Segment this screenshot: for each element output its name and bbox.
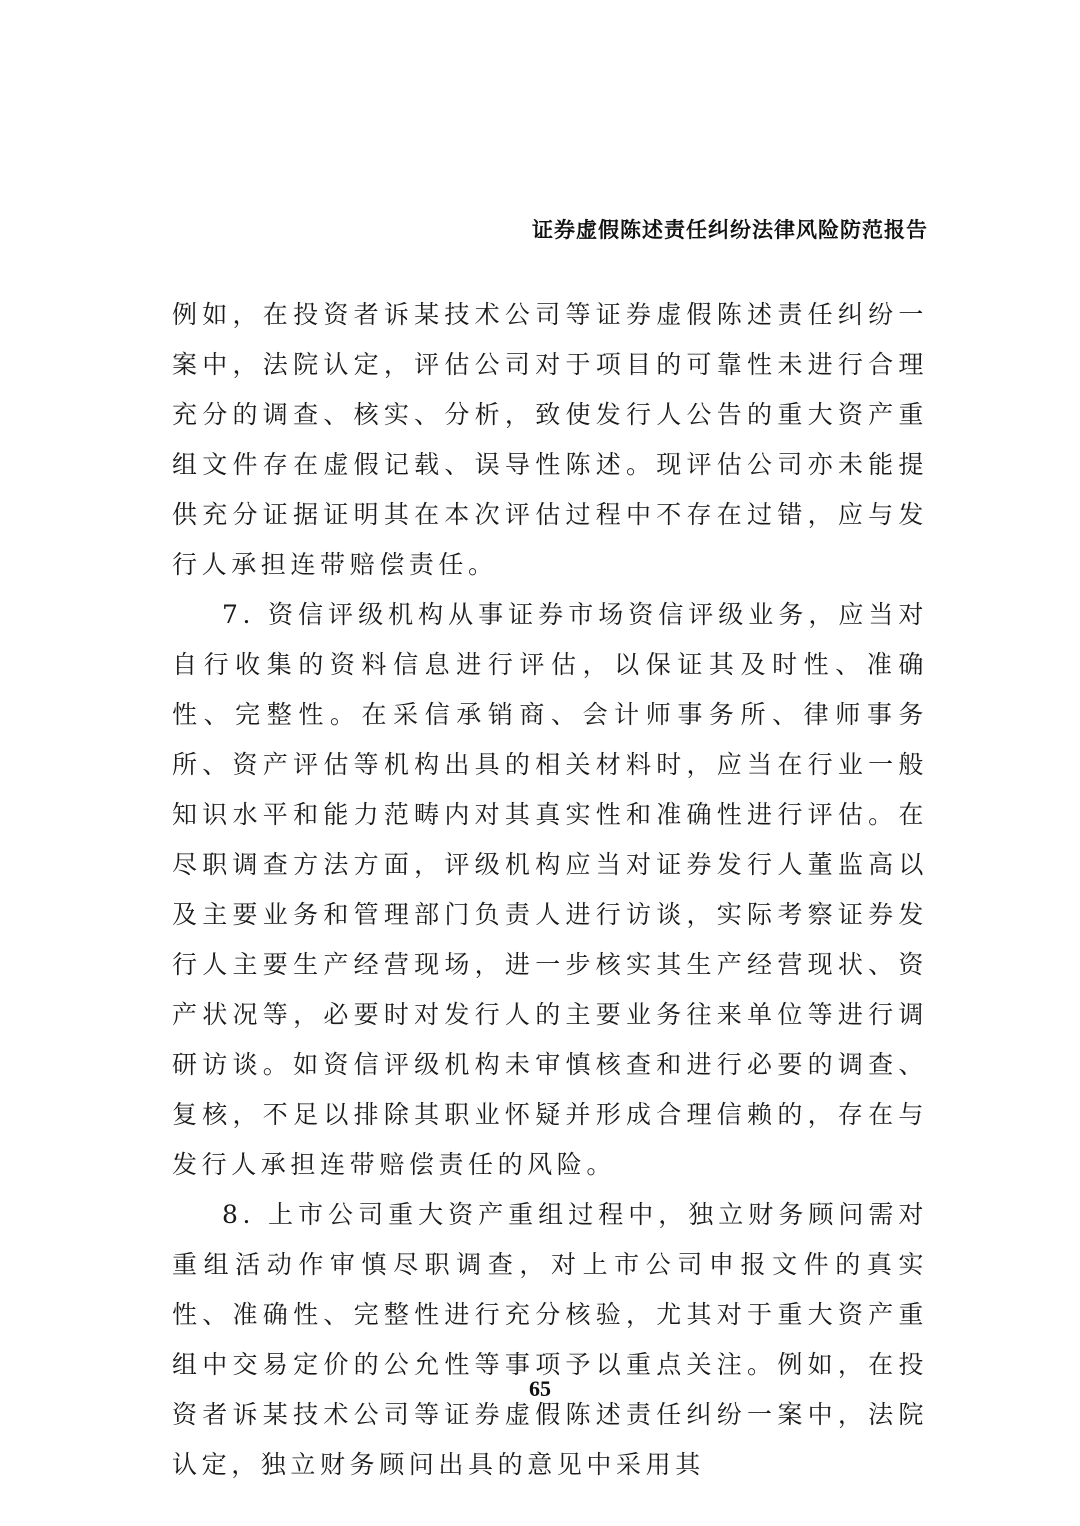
paragraph-item-8: 8. 上市公司重大资产重组过程中，独立财务顾问需对重组活动作审慎尽职调查，对上市公司申报文件的真实性、准确性、完整性进行充分核验，尤其对于重大资产重组中交易定价的公允性等事项予以重点关注。例如，在投资者诉某技术公司等证券虚假陈述责任纠纷一案中，法院认定，独立财务顾问出具的意见中采用其 [172,1200,928,1479]
running-header: 证券虚假陈述责任纠纷法律风险防范报告 [532,218,928,242]
paragraph-case-example: 例如，在投资者诉某技术公司等证券虚假陈述责任纠纷一案中，法院认定，评估公司对于项目的可靠性未进行合理充分的调查、核实、分析，致使发行人公告的重大资产重组文件存在虚假记载、误导性陈述。现评估公司亦未能提供充分证据证明其在本次评估过程中不存在过错，应与发行人承担连带赔偿责任。 [172,300,928,579]
page-number: 65 [529,1376,551,1401]
body-text [172,290,928,1490]
paragraph-item-7: 7. 资信评级机构从事证券市场资信评级业务，应当对自行收集的资料信息进行评估，以保证其及时性、准确性、完整性。在采信承销商、会计师事务所、律师事务所、资产评估等机构出具的相关材料时，应当在行业一般知识水平和能力范畴内对其真实性和准确性进行评估。在尽职调查方法方面，评级机构应当对证券发行人董监高以及主要业务和管理部门负责人进行访谈，实际考察证券发行人主要生产经营现场，进一步核实其生产经营现状、资产状况等，必要时对发行人的主要业务往来单位等进行调研访谈。如资信评级机构未审慎核查和进行必要的调查、复核，不足以排除其职业怀疑并形成合理信赖的，存在与发行人承担连带赔偿责任的风险。 [172,600,928,1179]
